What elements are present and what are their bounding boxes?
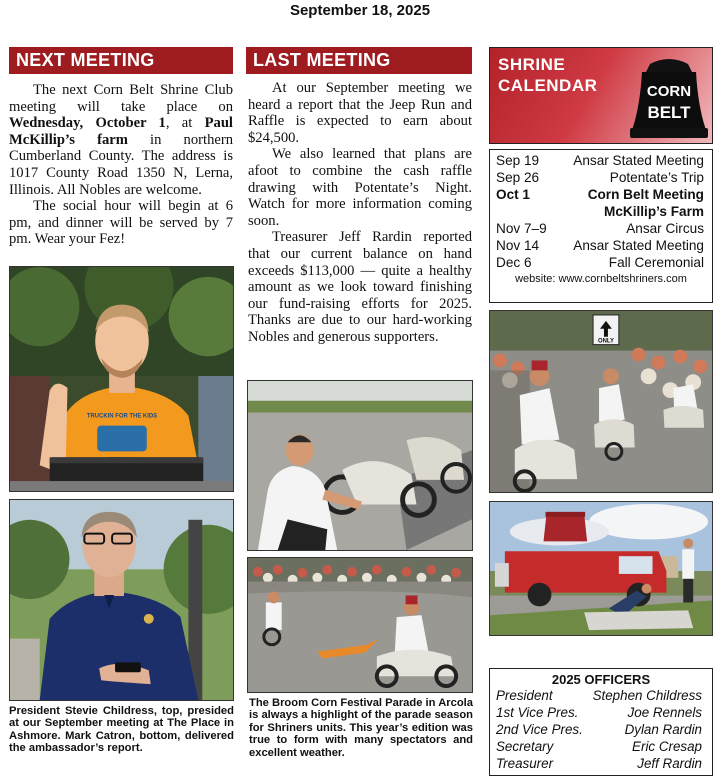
officers-title: 2025 OFFICERS [551, 672, 651, 687]
calendar-event: Nov 14 Ansar Stated Meeting [496, 238, 704, 253]
photo-parade-scooters [247, 557, 473, 693]
corn-belt-logo [630, 52, 708, 140]
photo-fire-truck [489, 501, 713, 636]
calendar-event-highlight: Oct 1 Corn Belt Meeting [496, 187, 704, 202]
next-meeting-article: The next Corn Belt Shrine Club meeting will take place on Wednesday, October 1, at Paul McKillip’s farm in northern Cumberland County. The address is 1017 County Road 1350 N, Lerna, Illinois. All Nobles are welcome. The social hour will begin at 6 pm, and dinner will be served by 7 pm. Wear your Fez! [9, 82, 233, 248]
logo-text-corn: CORN [646, 83, 692, 100]
calendar-website: website: www.cornbeltshriners.com [515, 273, 687, 285]
issue-date: September 18, 2025 [289, 2, 431, 19]
next-meeting-heading: NEXT MEETING [9, 47, 233, 74]
calendar-event: Sep 26 Potentate’s Trip [496, 170, 704, 185]
last-meeting-heading: LAST MEETING [246, 47, 472, 74]
logo-text-belt: BELT [647, 103, 691, 122]
calendar-event: Nov 7–9 Ansar Circus [496, 221, 704, 236]
caption-parade: The Broom Corn Festival Parade in Arcola is always a highlight of the parade season for Shriners units. This year’s edition was true to form with many spectators and excellent weather. [249, 697, 474, 759]
calendar-event: Sep 19 Ansar Stated Meeting [496, 153, 704, 168]
officer-row: 2nd Vice Pres. Dylan Rardin [496, 722, 702, 737]
caption-officers-photos: President Stevie Childress, top, presided at our September meeting at The Place in Ashmore. Mark Catron, bottom, delivered the ambassador’s report. [9, 705, 234, 755]
officer-row: Secretary Eric Cresap [496, 739, 702, 754]
photo-parade-crowd [489, 310, 713, 493]
photo-president [9, 266, 234, 492]
shirt-print-top: TRUCKIN FOR THE KIDS [86, 413, 158, 420]
calendar-event-highlight-location: McKillip’s Farm [604, 204, 704, 219]
photo-scooter-repair [247, 380, 473, 551]
calendar-event: Dec 6 Fall Ceremonial [496, 255, 704, 270]
photo-ambassador [9, 499, 234, 701]
officer-row: Treasurer Jeff Rardin [496, 756, 702, 771]
shrine-calendar-list [489, 149, 713, 303]
officers-box [489, 668, 713, 776]
officer-row: President Stephen Childress [496, 688, 702, 703]
calendar-title: SHRINE CALENDAR [498, 55, 598, 95]
shrine-calendar-banner [489, 47, 713, 144]
officer-row: 1st Vice Pres. Joe Rennels [496, 705, 702, 720]
last-meeting-article: At our September meeting we heard a report that the Jeep Run and Raffle is expected to earn about $24,500. We also learned that plans are afoot to combine the cash raffle drawing with Potentate’s Night. Watch for more information coming soon. Treasurer Jeff Rardin reported that our current balance on hand exceeds $113,000 — quite a healthy amount as we look toward finishing our fund-raising efforts for 2025. Thanks are due to our hard-working Nobles and generous supporters. [248, 80, 472, 345]
sign-text: ONLY [597, 338, 614, 345]
